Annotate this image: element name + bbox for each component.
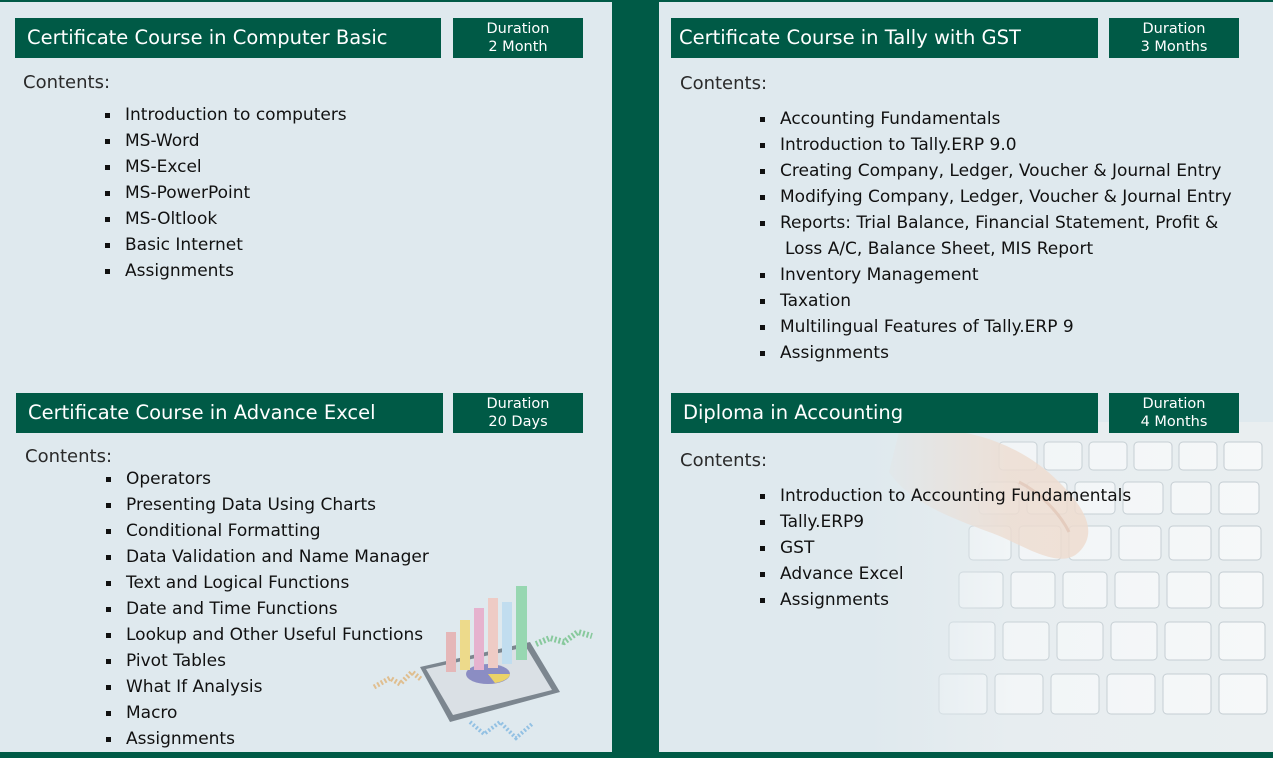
- list-item: Taxation: [760, 288, 1232, 314]
- course-title: Diploma in Accounting: [671, 393, 1098, 433]
- duration-value: 3 Months: [1140, 39, 1208, 55]
- right-panel: [659, 2, 1273, 752]
- duration-label: Duration: [1142, 21, 1206, 37]
- left-panel: [0, 2, 612, 752]
- duration-badge: [453, 393, 583, 433]
- duration-value: 4 Months: [1140, 414, 1208, 430]
- duration-value: 20 Days: [488, 414, 548, 430]
- contents-label: Contents:: [680, 73, 768, 94]
- list-item: Advance Excel: [760, 561, 1131, 587]
- list-item: Introduction to computers: [105, 102, 347, 128]
- contents-label: Contents:: [25, 446, 113, 467]
- duration-value: 2 Month: [488, 39, 548, 55]
- list-item: Operators: [106, 466, 429, 492]
- list-item: Macro: [106, 700, 429, 726]
- list-item: Lookup and Other Useful Functions: [106, 622, 429, 648]
- list-item: Presenting Data Using Charts: [106, 492, 429, 518]
- contents-label: Contents:: [23, 72, 111, 93]
- list-item: GST: [760, 535, 1131, 561]
- duration-label: Duration: [486, 21, 550, 37]
- course-content-list: [760, 483, 1131, 613]
- list-item: Inventory Management: [760, 262, 1232, 288]
- list-item: Assignments: [105, 258, 347, 284]
- course-title: Certificate Course in Advance Excel: [16, 393, 443, 433]
- list-item: Modifying Company, Ledger, Voucher & Journal Entry: [760, 184, 1232, 210]
- list-item: [760, 210, 1232, 262]
- course-content-list: [105, 102, 347, 284]
- list-item: Tally.ERP9: [760, 509, 1131, 535]
- list-item: Multilingual Features of Tally.ERP 9: [760, 314, 1232, 340]
- duration-badge: [1109, 393, 1239, 433]
- list-item: Introduction to Accounting Fundamentals: [760, 483, 1131, 509]
- list-item: MS-Excel: [105, 154, 347, 180]
- list-item: Basic Internet: [105, 232, 347, 258]
- list-item: Data Validation and Name Manager: [106, 544, 429, 570]
- list-item: MS-PowerPoint: [105, 180, 347, 206]
- list-item: Assignments: [760, 340, 1232, 366]
- course-content-list: [760, 106, 1232, 366]
- list-item: Text and Logical Functions: [106, 570, 429, 596]
- list-item: Conditional Formatting: [106, 518, 429, 544]
- list-item: Introduction to Tally.ERP 9.0: [760, 132, 1232, 158]
- course-title: Certificate Course in Computer Basic: [15, 18, 441, 58]
- list-item: Date and Time Functions: [106, 596, 429, 622]
- list-item: Assignments: [760, 587, 1131, 613]
- course-content-list: [106, 466, 429, 752]
- contents-label: Contents:: [680, 450, 768, 471]
- duration-badge: [1109, 18, 1239, 58]
- list-item: Creating Company, Ledger, Voucher & Journal Entry: [760, 158, 1232, 184]
- list-item: Accounting Fundamentals: [760, 106, 1232, 132]
- duration-label: Duration: [1142, 396, 1206, 412]
- duration-badge: [453, 18, 583, 58]
- list-item: MS-Oltlook: [105, 206, 347, 232]
- course-title: Certificate Course in Tally with GST: [671, 18, 1098, 58]
- list-item-continuation: Loss A/C, Balance Sheet, MIS Report: [785, 239, 1094, 259]
- list-item: Assignments: [106, 726, 429, 752]
- list-item-text: Reports: Trial Balance, Financial Statement, Profit &: [780, 213, 1219, 233]
- list-item: What If Analysis: [106, 674, 429, 700]
- list-item: MS-Word: [105, 128, 347, 154]
- list-item: Pivot Tables: [106, 648, 429, 674]
- duration-label: Duration: [486, 396, 550, 412]
